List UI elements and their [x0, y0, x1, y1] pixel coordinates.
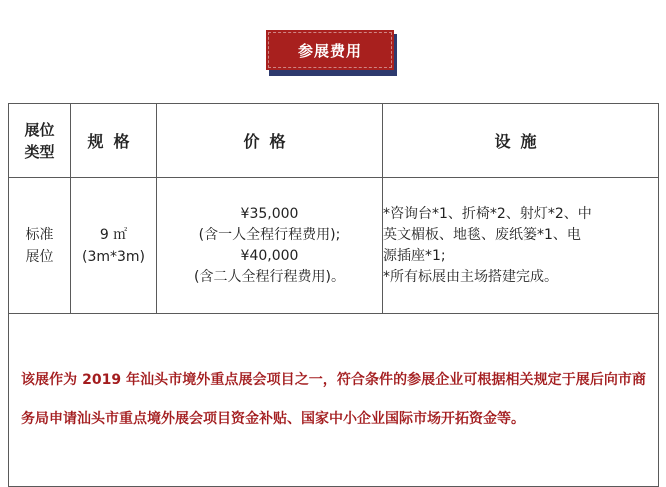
booth-type-line1: 标准 — [25, 226, 54, 243]
spec-dimensions: (3m*3m) — [81, 248, 145, 265]
fee-table — [8, 103, 659, 487]
facility-line-3: 源插座*1; — [383, 247, 446, 264]
header-spec-label: 规格 — [87, 132, 140, 151]
header-spec — [71, 104, 157, 178]
note-row — [9, 314, 659, 487]
header-facilities — [383, 104, 659, 178]
header-price-label: 价格 — [243, 132, 296, 151]
facility-line-2: 英文楣板、地毯、废纸篓*1、电 — [383, 226, 581, 243]
header-price — [157, 104, 383, 178]
booth-type-line2: 展位 — [25, 248, 54, 265]
price-line-4: (含二人全程行程费用)。 — [194, 268, 345, 285]
price-cell — [157, 178, 383, 314]
header-facilities-label: 设施 — [494, 132, 547, 151]
facility-line-1: *咨询台*1、折椅*2、射灯*2、中 — [383, 205, 592, 222]
subsidy-note: 该展作为 2019 年汕头市境外重点展会项目之一，符合条件的参展企业可根据相关规定于展后向市商务局申请汕头市重点境外展会项目资金补贴、国家中小企业国际市场开拓资金等。 — [9, 314, 659, 487]
facility-line-4: *所有标展由主场搭建完成。 — [383, 268, 558, 285]
booth-type-cell — [9, 178, 71, 314]
facilities-cell — [383, 178, 659, 314]
section-title-badge — [266, 30, 400, 76]
table-row — [9, 178, 659, 314]
header-booth-type — [9, 104, 71, 178]
price-line-1: ¥35,000 — [240, 205, 299, 222]
header-booth-type-line1: 展位 — [24, 120, 55, 139]
section-title: 参展费用 — [266, 30, 394, 70]
spec-cell — [71, 178, 157, 314]
spec-size: 9 ㎡ — [99, 226, 128, 243]
table-header-row — [9, 104, 659, 178]
price-line-2: (含一人全程行程费用); — [198, 226, 341, 243]
header-booth-type-line2: 类型 — [24, 142, 55, 161]
price-line-3: ¥40,000 — [240, 247, 299, 264]
